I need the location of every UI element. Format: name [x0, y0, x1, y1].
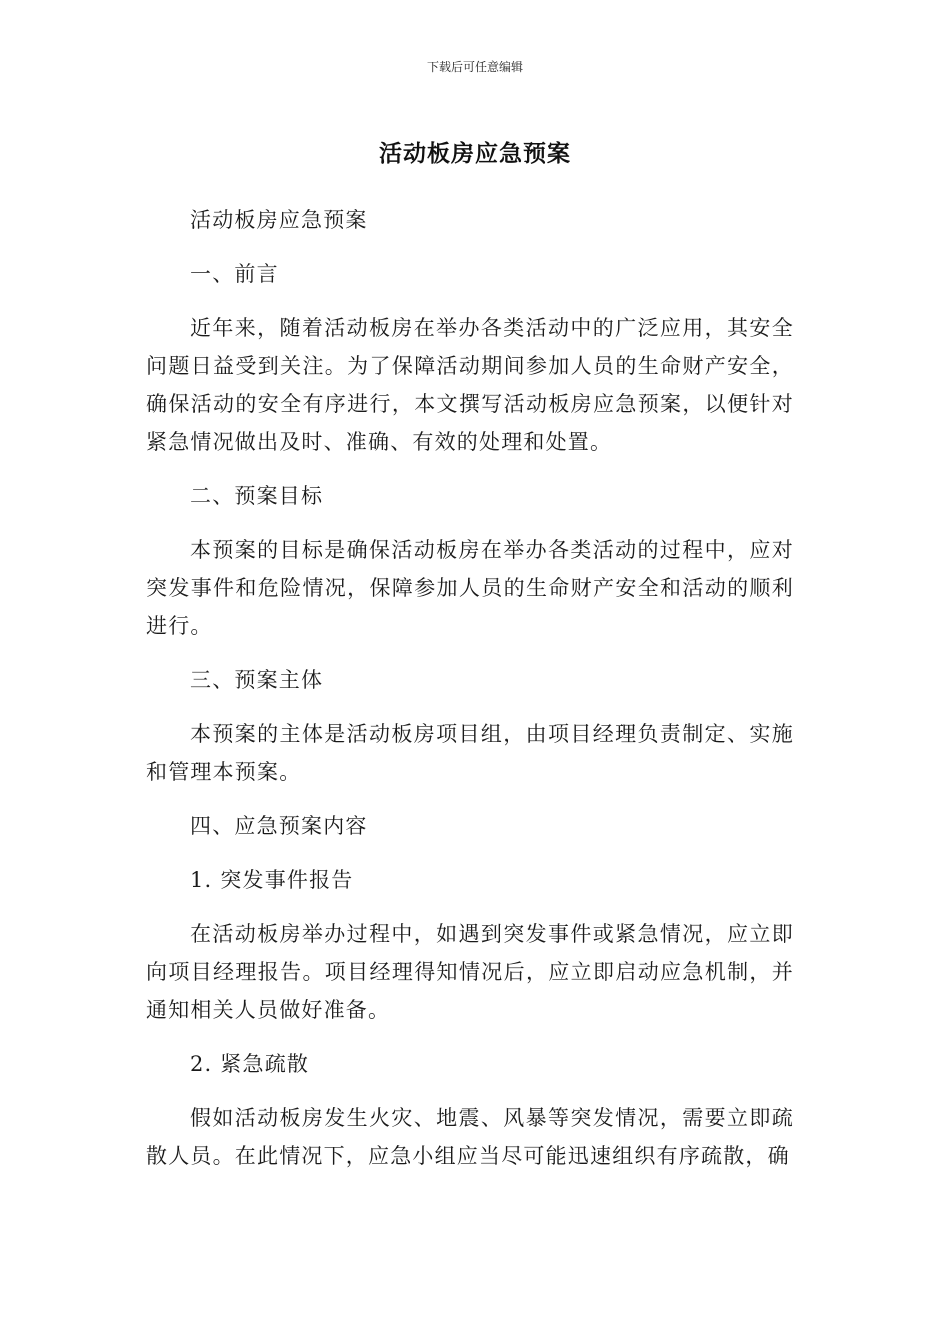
paragraph-goals: 本预案的目标是确保活动板房在举办各类活动的过程中，应对突发事件和危险情况，保障参加人员的生命财产安全和活动的顺利进行。	[146, 538, 794, 638]
subheading-evacuation: 2. 紧急疏散	[190, 1052, 310, 1076]
document-title: 活动板房应急预案	[379, 141, 571, 167]
document-body	[146, 201, 794, 1191]
paragraph-subtitle: 活动板房应急预案	[190, 208, 368, 232]
section-heading-content: 四、应急预案内容	[190, 814, 368, 838]
paragraph-incident-report: 在活动板房举办过程中，如遇到突发事件或紧急情况，应立即向项目经理报告。项目经理得知情况后，应立即启动应急机制，并通知相关人员做好准备。	[146, 922, 794, 1022]
section-heading-preface: 一、前言	[190, 262, 279, 286]
subheading-incident-report: 1. 突发事件报告	[190, 868, 354, 892]
section-heading-goals: 二、预案目标	[190, 484, 324, 508]
section-heading-subject: 三、预案主体	[190, 668, 324, 692]
paragraph-subject: 本预案的主体是活动板房项目组，由项目经理负责制定、实施和管理本预案。	[146, 722, 794, 784]
header-note: 下载后可任意编辑	[426, 60, 523, 74]
paragraph-evacuation: 假如活动板房发生火灾、地震、风暴等突发情况，需要立即疏散人员。在此情况下，应急小组应当尽可能迅速组织有序疏散，确	[146, 1106, 794, 1168]
paragraph-preface: 近年来，随着活动板房在举办各类活动中的广泛应用，其安全问题日益受到关注。为了保障活动期间参加人员的生命财产安全，确保活动的安全有序进行，本文撰写活动板房应急预案，以便针对紧急情况做出及时、准确、有效的处理和处置。	[146, 316, 794, 454]
